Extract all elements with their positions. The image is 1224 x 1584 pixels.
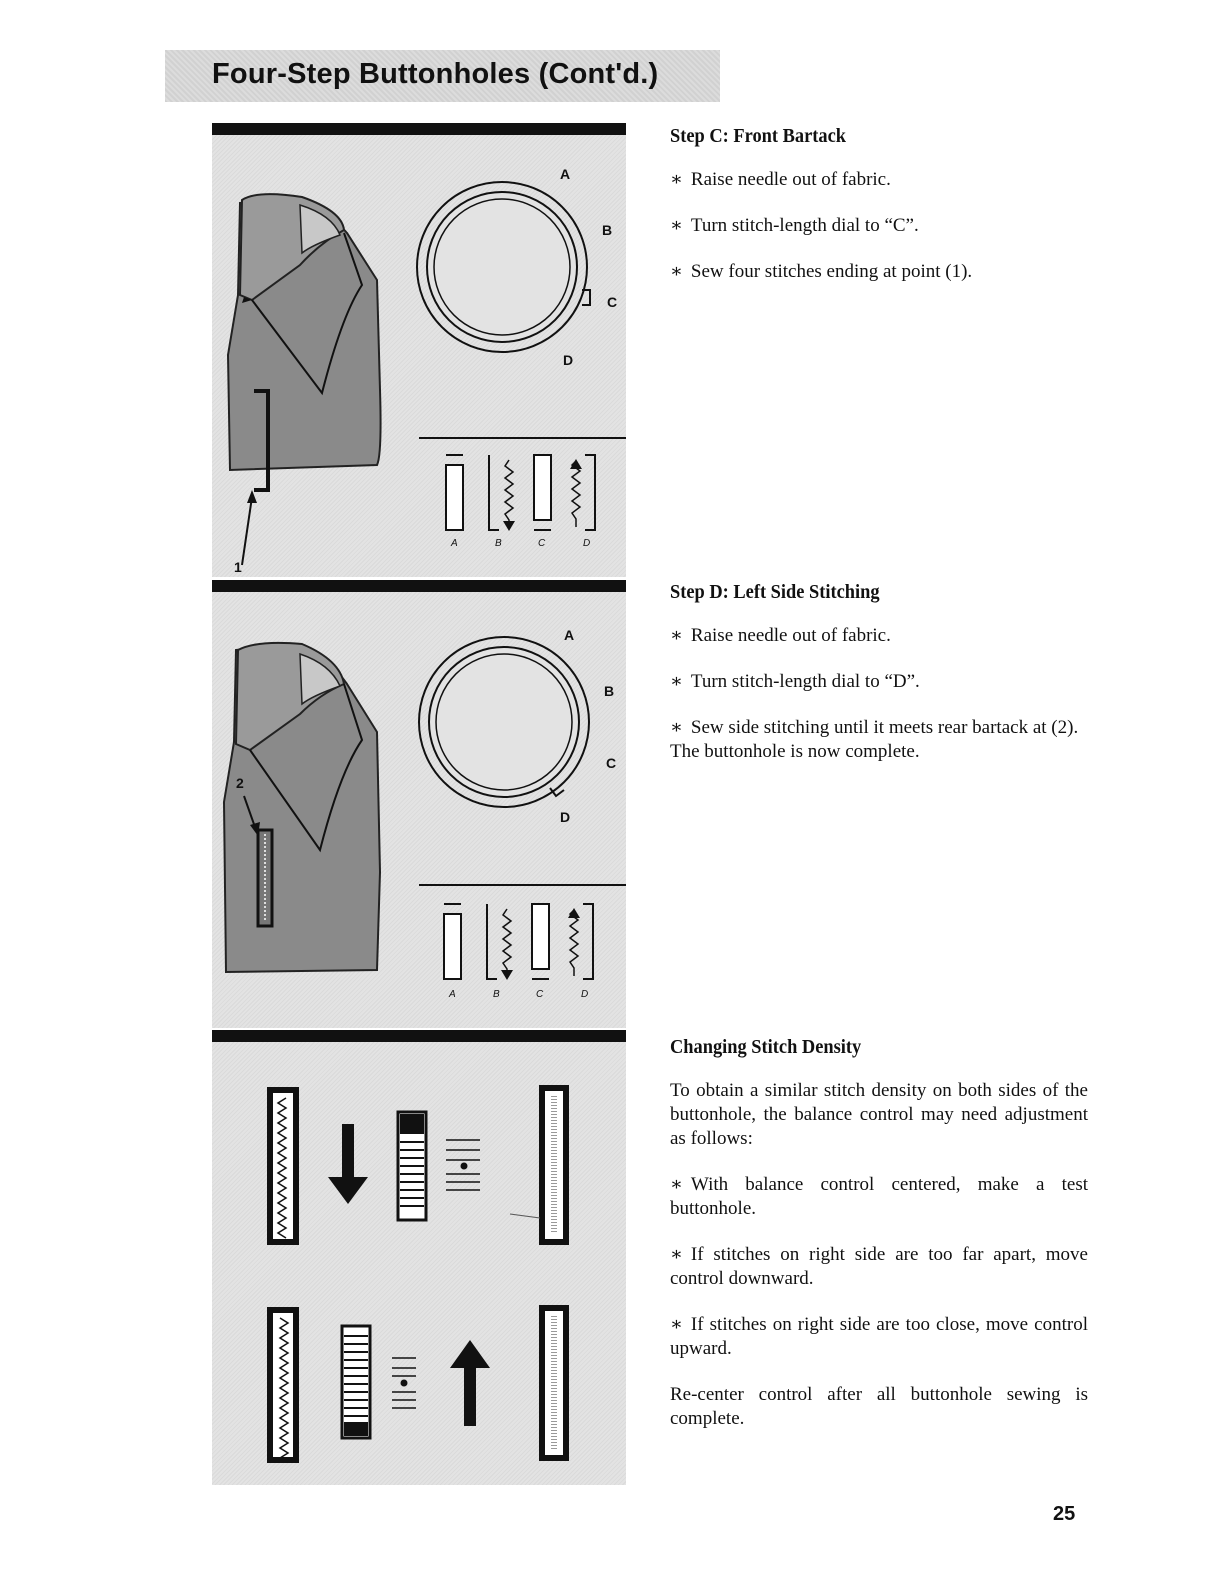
buttonhole-even: [542, 1308, 566, 1458]
asterisk-icon: ∗: [670, 169, 683, 190]
list-item: ∗ Turn stitch-length dial to “D”.: [670, 671, 920, 692]
arrow-up-icon: [450, 1340, 490, 1426]
buttonhole-even: [542, 1088, 566, 1242]
dial-label-d: D: [563, 352, 574, 368]
asterisk-icon: ∗: [670, 1244, 683, 1265]
dial-label-a: A: [564, 627, 575, 643]
step-label-c: C: [538, 538, 546, 549]
balance-control: [398, 1112, 480, 1220]
dial-label-a: A: [560, 166, 571, 182]
step-diagram: [444, 904, 593, 980]
figure-step-c: [212, 135, 626, 577]
shirt-illustration: [224, 643, 380, 972]
step-diagram: [446, 455, 595, 531]
density-intro: To obtain a similar stitch density on both sides of the buttonhole, the balance control may need adjustment as follows:: [670, 1080, 1088, 1149]
list-item: ∗ If stitches on right side are too close, move control upward.: [670, 1314, 1088, 1359]
dial-label-c: C: [607, 294, 618, 310]
list-item: ∗ Turn stitch-length dial to “C”.: [670, 215, 919, 236]
density-heading: Changing Stitch Density: [670, 1036, 862, 1058]
panel-rule-top-3: [212, 1030, 626, 1042]
step-d-heading: Step D: Left Side Stitching: [670, 581, 880, 603]
list-item: ∗ With balance control centered, make a test buttonhole.: [670, 1174, 1088, 1219]
dial-label-b: B: [602, 222, 613, 238]
stitch-length-dial: [417, 182, 590, 352]
figure-step-d: [212, 592, 626, 1028]
section-step-c: [670, 124, 1088, 306]
list-item: ∗ Sew four stitches ending at point (1).: [670, 261, 973, 282]
section-step-d: [670, 580, 1088, 786]
step-label-d: D: [581, 989, 589, 1000]
step-c-heading: Step C: Front Bartack: [670, 125, 846, 147]
step-label-a: A: [449, 989, 456, 1000]
stitch-length-dial: [419, 637, 589, 807]
dial-label-c: C: [606, 755, 617, 771]
step-label-d: D: [583, 538, 591, 549]
list-item: ∗ Sew side stitching until it meets rear bartack at (2). The buttonhole is now complete.: [670, 717, 1079, 762]
page-number: 25: [1053, 1503, 1076, 1525]
page-title: Four-Step Buttonholes (Cont'd.): [212, 58, 659, 90]
buttonhole-uneven: [270, 1090, 296, 1242]
list-item: ∗ Raise needle out of fabric.: [670, 169, 891, 190]
asterisk-icon: ∗: [670, 717, 683, 738]
balance-control: [342, 1326, 416, 1438]
asterisk-icon: ∗: [670, 671, 683, 692]
dial-label-b: B: [604, 683, 615, 699]
panel-rule-top-2: [212, 580, 626, 592]
asterisk-icon: ∗: [670, 261, 683, 282]
callout-1: 1: [234, 559, 242, 575]
arrow-down-icon: [328, 1124, 368, 1204]
density-outro: Re-center control after all buttonhole sewing is complete.: [670, 1384, 1088, 1429]
list-item: ∗ If stitches on right side are too far apart, move control downward.: [670, 1244, 1088, 1289]
dial-label-d: D: [560, 809, 571, 825]
step-label-b: B: [493, 989, 500, 1000]
shirt-illustration: [228, 194, 381, 565]
step-label-b: B: [495, 538, 502, 549]
buttonhole-uneven: [270, 1310, 296, 1460]
asterisk-icon: ∗: [670, 625, 683, 646]
asterisk-icon: ∗: [670, 1314, 683, 1335]
step-label-c: C: [536, 989, 544, 1000]
callout-2: 2: [236, 775, 244, 791]
step-label-a: A: [451, 538, 458, 549]
figure-stitch-density: [212, 1042, 626, 1485]
section-stitch-density: [670, 1035, 1088, 1453]
asterisk-icon: ∗: [670, 1174, 683, 1195]
panel-rule-top-1: [212, 123, 626, 135]
list-item: ∗ Raise needle out of fabric.: [670, 625, 891, 646]
asterisk-icon: ∗: [670, 215, 683, 236]
